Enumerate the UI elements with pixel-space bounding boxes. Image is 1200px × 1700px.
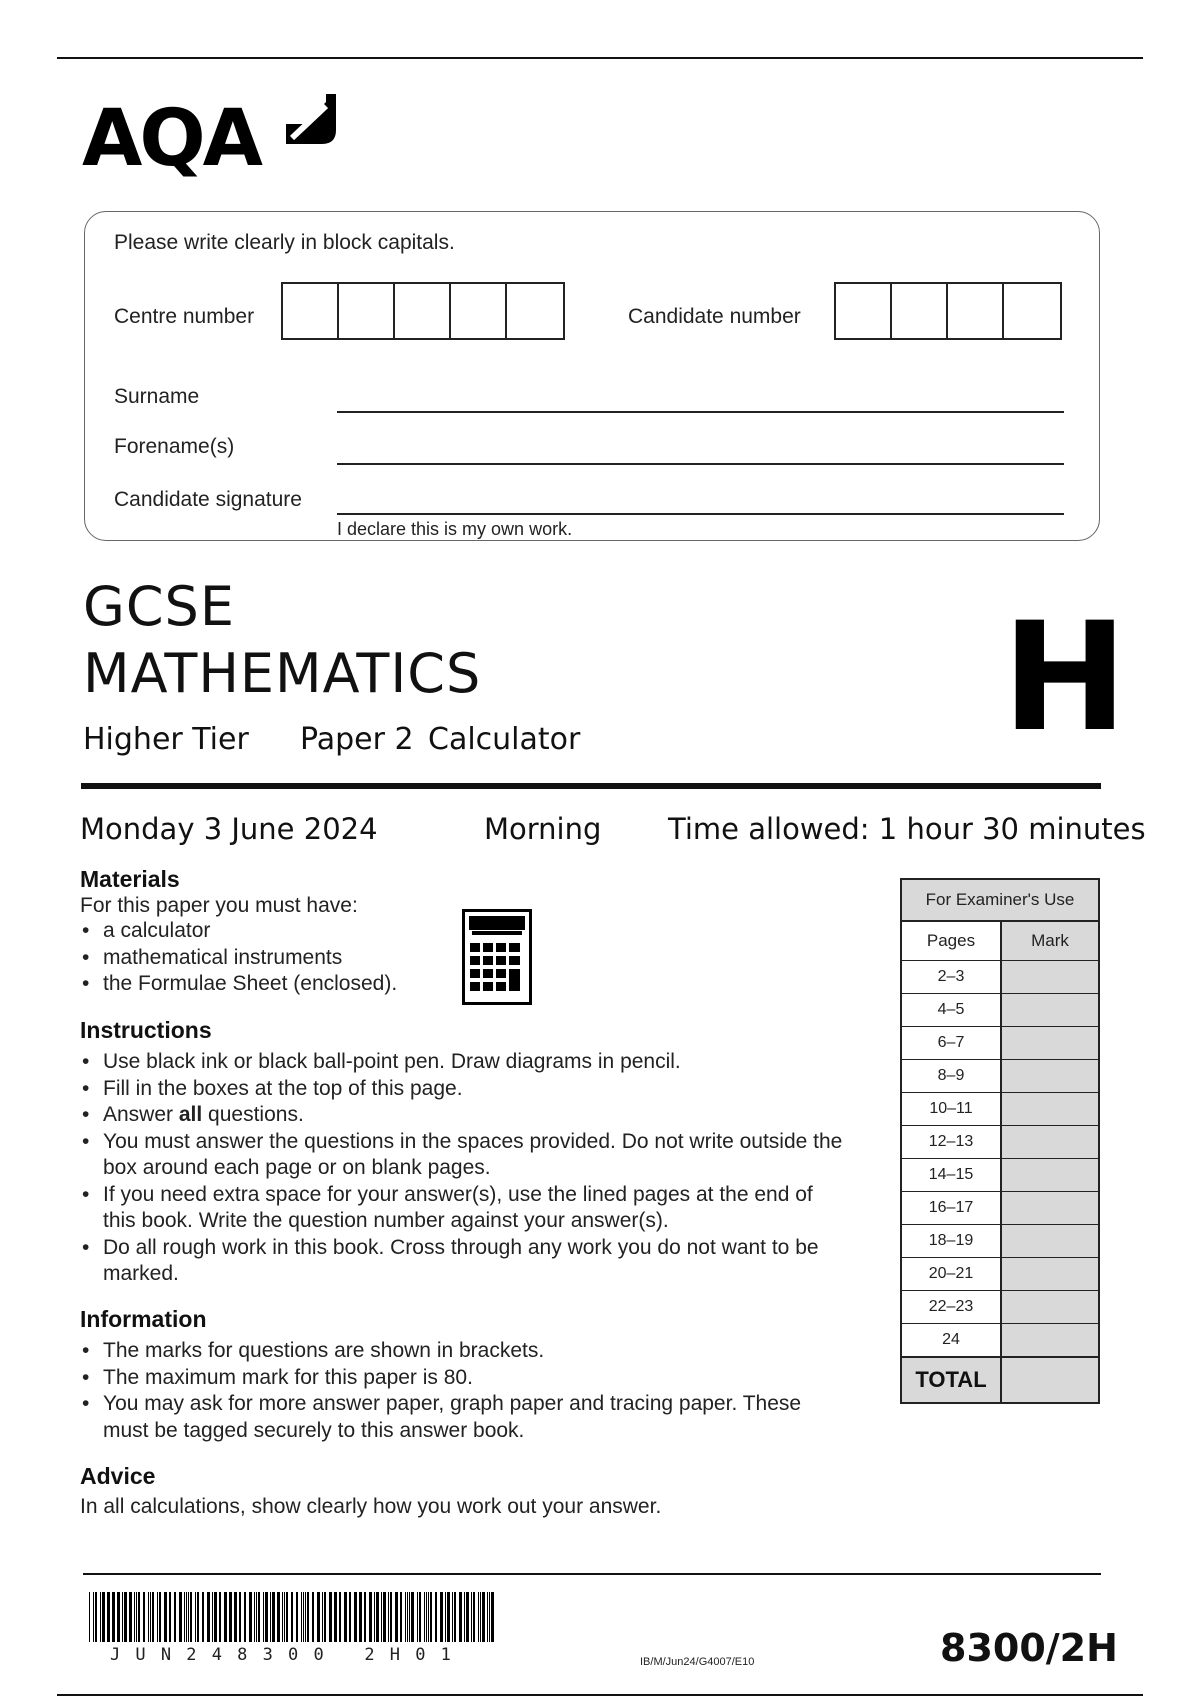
list-item: • Do all rough work in this book. Cross through any work you do not want to be marked. xyxy=(80,1235,850,1288)
pages-cell: 10–11 xyxy=(902,1093,1002,1125)
barcode-bar xyxy=(317,1592,320,1642)
barcode-bar xyxy=(219,1592,221,1642)
barcode-bar xyxy=(419,1592,421,1642)
bottom-rule xyxy=(57,1694,1143,1696)
barcode-bar xyxy=(388,1592,389,1642)
mark-cell xyxy=(1002,1027,1098,1059)
barcode-bar xyxy=(270,1592,271,1642)
surname-field[interactable] xyxy=(337,411,1064,413)
barcode-bar xyxy=(452,1592,453,1642)
time-allowed: Time allowed: 1 hour 30 minutes xyxy=(668,812,1146,846)
pages-cell: 24 xyxy=(902,1324,1002,1356)
information-list xyxy=(80,1338,810,1444)
examiner-table-row xyxy=(902,1126,1098,1159)
pages-cell: 4–5 xyxy=(902,994,1002,1026)
list-item: • mathematical instruments xyxy=(80,945,480,972)
tier-letter: H xyxy=(1002,591,1128,765)
barcode-bar xyxy=(344,1592,347,1642)
barcode-bar xyxy=(249,1592,252,1642)
barcode-bar xyxy=(207,1592,210,1642)
list-item: • You must answer the questions in the spaces provided. Do not write outside the box around each page or on blank pages. xyxy=(80,1129,850,1182)
barcode-bar xyxy=(122,1592,123,1642)
barcode-bar xyxy=(354,1592,357,1642)
barcode-bar xyxy=(390,1592,392,1642)
barcode-bar xyxy=(150,1592,151,1642)
barcode-bar xyxy=(487,1592,488,1642)
examiner-table-row xyxy=(902,1192,1098,1225)
aqa-leaf-icon xyxy=(282,90,340,148)
barcode-bar xyxy=(254,1592,255,1642)
barcode-bar xyxy=(478,1592,479,1642)
barcode-bar xyxy=(312,1592,314,1642)
barcode-bar xyxy=(282,1592,283,1642)
barcode-bar xyxy=(286,1592,288,1642)
instructions-heading: Instructions xyxy=(80,1017,212,1043)
barcode-bar xyxy=(152,1592,154,1642)
barcode-bar xyxy=(214,1592,217,1642)
digit-box[interactable] xyxy=(507,284,563,338)
examiner-use-table xyxy=(900,878,1100,1404)
barcode-bar xyxy=(258,1592,260,1642)
mark-cell xyxy=(1002,1093,1098,1125)
barcode-bar xyxy=(411,1592,414,1642)
barcode-bar xyxy=(407,1592,408,1642)
list-item: • a calculator xyxy=(80,918,480,945)
pages-cell: 8–9 xyxy=(902,1060,1002,1092)
examiner-table-row xyxy=(902,1027,1098,1060)
barcode-bar xyxy=(369,1592,372,1642)
candidate-number-label: Candidate number xyxy=(628,305,801,328)
barcode-bar xyxy=(400,1592,402,1642)
examiner-table-row xyxy=(902,961,1098,994)
barcode-bar xyxy=(202,1592,204,1642)
forenames-label: Forename(s) xyxy=(114,435,235,458)
barcode-bar xyxy=(277,1592,280,1642)
answer-suffix: questions. xyxy=(202,1103,304,1126)
digit-box[interactable] xyxy=(395,284,451,338)
barcode-bar xyxy=(117,1592,120,1642)
pages-cell: 18–19 xyxy=(902,1225,1002,1257)
barcode-bar xyxy=(184,1592,185,1642)
list-item xyxy=(80,1102,850,1129)
centre-number-label: Centre number xyxy=(114,305,255,328)
title-divider xyxy=(81,783,1101,789)
barcode-bar xyxy=(186,1592,187,1642)
mark-cell xyxy=(1002,1324,1098,1356)
barcode-bar xyxy=(417,1592,418,1642)
examiner-total-row xyxy=(902,1358,1098,1402)
barcode-bar xyxy=(256,1592,257,1642)
barcode-bar xyxy=(159,1592,161,1642)
barcode-bar xyxy=(234,1592,237,1642)
digit-box[interactable] xyxy=(836,284,892,338)
exam-session: Morning xyxy=(484,812,602,846)
digit-box[interactable] xyxy=(283,284,339,338)
materials-list xyxy=(80,918,480,998)
barcode-bar xyxy=(305,1592,306,1642)
paper-type: Calculator xyxy=(428,722,581,757)
paper-code: 8300/2H xyxy=(940,1626,1118,1670)
barcode-bar xyxy=(134,1592,135,1642)
barcode-bar xyxy=(138,1592,140,1642)
barcode-bar xyxy=(265,1592,268,1642)
barcode-bar xyxy=(164,1592,167,1642)
barcode-bar xyxy=(430,1592,432,1642)
barcode-bar xyxy=(395,1592,398,1642)
examiner-table-row xyxy=(902,1159,1098,1192)
list-item: • Use black ink or black ball-point pen. Draw diagrams in pencil. xyxy=(80,1049,850,1076)
surname-label: Surname xyxy=(114,385,200,408)
examiner-table-header xyxy=(902,922,1098,961)
barcode-bar xyxy=(190,1592,192,1642)
digit-box[interactable] xyxy=(451,284,507,338)
barcode-bar xyxy=(284,1592,285,1642)
top-rule xyxy=(57,57,1143,59)
advice-text: In all calculations, show clearly how you work out your answer. xyxy=(80,1495,662,1518)
barcode xyxy=(87,1592,499,1650)
mark-column-header: Mark xyxy=(1002,922,1098,960)
list-item: • You may ask for more answer paper, graph paper and tracing paper. These must be tagged securely to this answer book. xyxy=(80,1391,810,1444)
pages-cell: 20–21 xyxy=(902,1258,1002,1290)
examiner-table-row xyxy=(902,1225,1098,1258)
materials-heading: Materials xyxy=(80,866,180,892)
mark-cell xyxy=(1002,1159,1098,1191)
barcode-bar xyxy=(447,1592,450,1642)
barcode-bar xyxy=(324,1592,326,1642)
barcode-bar xyxy=(334,1592,337,1642)
subject-title: MATHEMATICS xyxy=(83,642,482,705)
calculator-icon xyxy=(462,909,532,1005)
pages-cell: 22–23 xyxy=(902,1291,1002,1323)
tier-name: Higher Tier xyxy=(83,722,249,757)
mark-cell xyxy=(1002,1258,1098,1290)
barcode-bar xyxy=(428,1592,429,1642)
barcode-bar xyxy=(169,1592,171,1642)
qualification-title: GCSE xyxy=(83,575,235,638)
barcode-bar xyxy=(409,1592,410,1642)
barcode-bar xyxy=(263,1592,264,1642)
list-item: • The marks for questions are shown in brackets. xyxy=(80,1338,810,1365)
barcode-bar xyxy=(224,1592,227,1642)
barcode-text: JUN248300 2H01 xyxy=(110,1645,467,1665)
list-item: • the Formulae Sheet (enclosed). xyxy=(80,971,480,998)
total-label: TOTAL xyxy=(902,1358,1002,1402)
barcode-bar xyxy=(143,1592,145,1642)
barcode-bar xyxy=(435,1592,437,1642)
digit-box[interactable] xyxy=(892,284,948,338)
barcode-bar xyxy=(301,1592,302,1642)
barcode-bar xyxy=(89,1592,90,1642)
aqa-logo-text: AQA xyxy=(82,94,261,184)
signature-label: Candidate signature xyxy=(114,488,302,511)
barcode-bar xyxy=(296,1592,298,1642)
barcode-bar xyxy=(136,1592,137,1642)
barcode-bar xyxy=(212,1592,213,1642)
pages-cell: 16–17 xyxy=(902,1192,1002,1224)
barcode-bar xyxy=(179,1592,182,1642)
mark-cell xyxy=(1002,961,1098,993)
mark-cell xyxy=(1002,1126,1098,1158)
examiner-table-row xyxy=(902,1324,1098,1358)
aqa-logo xyxy=(82,90,342,185)
examiner-table-row xyxy=(902,1093,1098,1126)
barcode-bar xyxy=(489,1592,490,1642)
barcode-bar xyxy=(374,1592,375,1642)
barcode-bar xyxy=(491,1592,494,1642)
barcode-bar xyxy=(381,1592,382,1642)
barcode-bar xyxy=(440,1592,443,1642)
advice-heading: Advice xyxy=(80,1463,156,1489)
total-mark-cell xyxy=(1002,1358,1098,1402)
barcode-bar xyxy=(307,1592,309,1642)
barcode-bar xyxy=(424,1592,425,1642)
barcode-bar xyxy=(188,1592,189,1642)
answer-emphasis: all xyxy=(178,1103,203,1126)
digit-box[interactable] xyxy=(948,284,1004,338)
candidate-number-field[interactable] xyxy=(834,282,1062,340)
pages-cell: 2–3 xyxy=(902,961,1002,993)
barcode-bar xyxy=(157,1592,158,1642)
barcode-bar xyxy=(376,1592,379,1642)
examiner-table-row xyxy=(902,1258,1098,1291)
barcode-bar xyxy=(349,1592,351,1642)
examiner-table-row xyxy=(902,1060,1098,1093)
pages-cell: 14–15 xyxy=(902,1159,1002,1191)
materials-intro: For this paper you must have: xyxy=(80,894,358,917)
mark-cell xyxy=(1002,1192,1098,1224)
barcode-bar xyxy=(480,1592,481,1642)
barcode-bar xyxy=(459,1592,462,1642)
pages-cell: 6–7 xyxy=(902,1027,1002,1059)
reference-code: IB/M/Jun24/G4007/E10 xyxy=(640,1656,755,1668)
barcode-bar xyxy=(303,1592,304,1642)
list-item: • If you need extra space for your answer(s), use the lined pages at the end of this book. Write the question number against your answer(s). xyxy=(80,1182,850,1235)
barcode-bar xyxy=(107,1592,110,1642)
barcode-bar xyxy=(454,1592,456,1642)
barcode-bar xyxy=(93,1592,94,1642)
forenames-field[interactable] xyxy=(337,463,1064,465)
mark-cell xyxy=(1002,1060,1098,1092)
barcode-bar xyxy=(322,1592,323,1642)
barcode-bar xyxy=(359,1592,362,1642)
barcode-bar xyxy=(482,1592,485,1642)
barcode-bar xyxy=(291,1592,293,1642)
digit-box[interactable] xyxy=(339,284,395,338)
barcode-bar xyxy=(244,1592,246,1642)
declaration-text: I declare this is my own work. xyxy=(337,519,573,539)
examiner-table-row xyxy=(902,1291,1098,1324)
barcode-bar xyxy=(95,1592,97,1642)
barcode-bar xyxy=(272,1592,275,1642)
mark-cell xyxy=(1002,1291,1098,1323)
instructions-list xyxy=(80,1049,850,1288)
barcode-bar xyxy=(466,1592,469,1642)
barcode-bar xyxy=(129,1592,132,1642)
pages-column-header: Pages xyxy=(902,922,1002,960)
barcode-bar xyxy=(364,1592,366,1642)
barcode-bar xyxy=(148,1592,149,1642)
barcode-bar xyxy=(464,1592,465,1642)
barcode-bar xyxy=(102,1592,105,1642)
barcode-bar xyxy=(473,1592,475,1642)
barcode-bar xyxy=(383,1592,386,1642)
block-capitals-instruction: Please write clearly in block capitals. xyxy=(114,231,455,254)
answer-prefix: Answer xyxy=(103,1103,179,1126)
barcode-bar xyxy=(195,1592,196,1642)
exam-date: Monday 3 June 2024 xyxy=(80,812,378,846)
list-item: • The maximum mark for this paper is 80. xyxy=(80,1365,810,1392)
footer-rule xyxy=(83,1573,1101,1575)
barcode-bar xyxy=(329,1592,332,1642)
paper-number: Paper 2 xyxy=(300,722,414,757)
signature-field[interactable] xyxy=(337,513,1064,515)
barcode-bar xyxy=(174,1592,176,1642)
examiner-table-title: For Examiner's Use xyxy=(902,880,1098,922)
pages-cell: 12–13 xyxy=(902,1126,1002,1158)
barcode-bar xyxy=(197,1592,199,1642)
centre-number-field[interactable] xyxy=(281,282,565,340)
barcode-bar xyxy=(339,1592,341,1642)
list-item: • Fill in the boxes at the top of this page. xyxy=(80,1076,850,1103)
mark-cell xyxy=(1002,1225,1098,1257)
barcode-bar xyxy=(100,1592,101,1642)
barcode-bar xyxy=(229,1592,232,1642)
barcode-bar xyxy=(445,1592,446,1642)
barcode-bar xyxy=(239,1592,241,1642)
digit-box[interactable] xyxy=(1004,284,1060,338)
mark-cell xyxy=(1002,994,1098,1026)
barcode-bar xyxy=(471,1592,472,1642)
information-heading: Information xyxy=(80,1306,207,1332)
barcode-bar xyxy=(405,1592,406,1642)
examiner-table-row xyxy=(902,994,1098,1027)
barcode-bar xyxy=(124,1592,127,1642)
barcode-bar xyxy=(112,1592,115,1642)
barcode-bar xyxy=(426,1592,427,1642)
